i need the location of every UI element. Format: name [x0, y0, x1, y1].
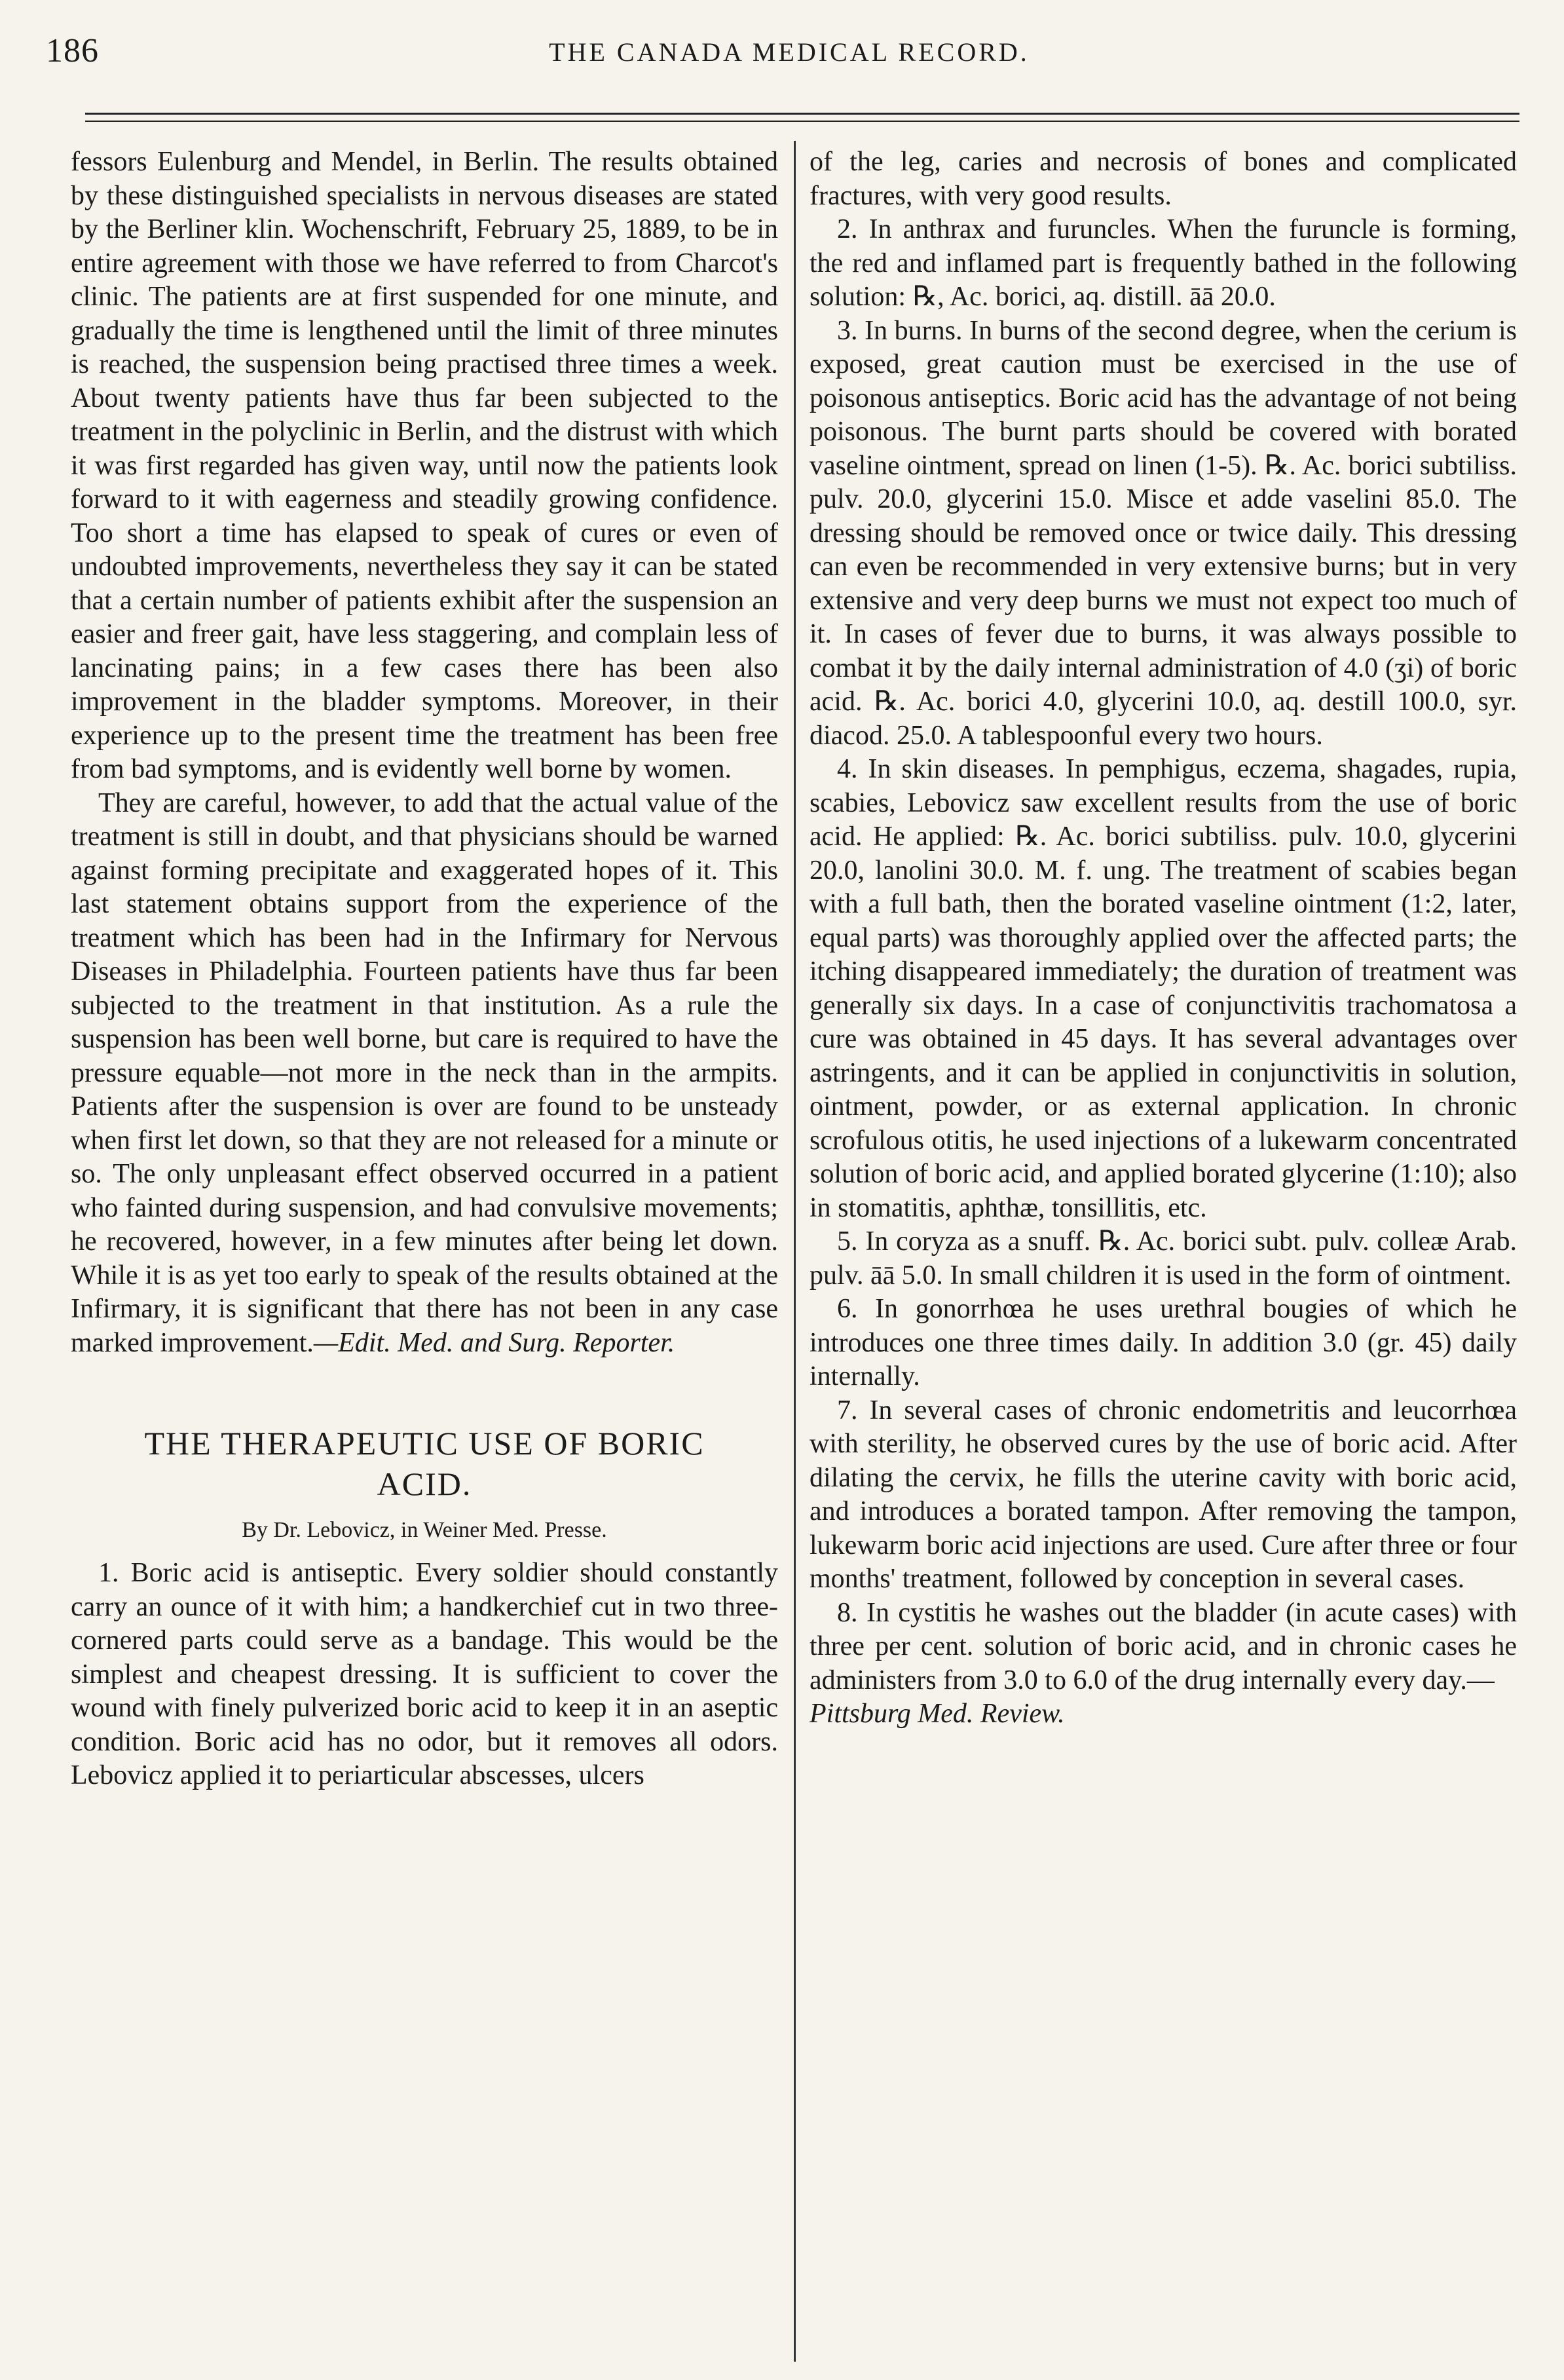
page-header: [46, 31, 1533, 84]
article-title: THE THERAPEUTIC USE OF BORIC ACID.: [144, 1425, 705, 1502]
paragraph: [71, 787, 778, 1361]
paragraph: 7. In several cases of chronic endometritis and leucorrhœa with sterility, he observed cures by the use of boric acid. After dilating the cervix, he fills the uterine cavity with boric acid, and introduces a borated tampon. After removing the tampon, lukewarm boric acid injections are used. Cure after three or four months' treatment, followed by conception in several cases.: [810, 1395, 1517, 1594]
column-divider: [794, 141, 796, 2362]
paragraph: 5. In coryza as a snuff. ℞. Ac. borici subt. pulv. colleæ Arab. pulv. āā 5.0. In small children it is used in the form of ointment.: [810, 1226, 1517, 1291]
header-rule: [85, 113, 1519, 115]
paragraph: 1. Boric acid is antiseptic. Every soldier should constantly carry an ounce of it with him; a handkerchief cut in two three-cornered parts could serve as a bandage. This would be the simplest and cheapest dressing. It is sufficient to cover the wound with finely pulverized boric acid to keep it in an aseptic condition. Boric acid has no odor, but it removes all odors. Lebovicz applied it to periarticular abscesses, ulcers: [71, 1558, 778, 1790]
running-head: THE CANADA MEDICAL RECORD.: [549, 37, 1030, 67]
paragraph: of the leg, caries and necrosis of bones and complicated fractures, with very good results.: [810, 147, 1517, 211]
paragraph: 3. In burns. In burns of the second degree, when the cerium is exposed, great caution must be exercised in the use of poisonous antiseptics. Boric acid has the advantage of not being poisonous. The burnt parts should be covered with borated vaseline ointment, spread on linen (1-5). ℞. Ac. borici subtiliss. pulv. 20.0, glycerini 15.0. Misce et adde vaselini 85.0. The dressing should be removed once or twice daily. This dressing can even be recommended in very extensive burns; but in very extensive and very deep burns we must not expect too much of it. In cases of fever due to burns, it was always possible to combat it by the daily internal administration of 4.0 (ʒi) of boric acid. ℞. Ac. borici 4.0, glycerini 10.0, aq. destill 100.0, syr. diacod. 25.0. A tablespoonful every two hours.: [810, 315, 1517, 751]
header-rule-thin: [85, 121, 1519, 122]
byline: By Dr. Lebovicz, in Weiner Med. Presse.: [242, 1518, 607, 1542]
source-credit: —Edit. Med. and Surg. Reporter.: [313, 1327, 675, 1358]
paragraph: 6. In gonorrhœa he uses urethral bougies of which he introduces one three times daily. In addition 3.0 (gr. 45) daily internally.: [810, 1294, 1517, 1391]
right-column: [810, 145, 1517, 2360]
left-column: [71, 145, 778, 2360]
paragraph: 2. In anthrax and furuncles. When the furuncle is forming, the red and inflamed part is frequently bathed in the following solution: ℞, Ac. borici, aq. distill. āā 20.0.: [810, 214, 1517, 312]
paragraph-text: 8. In cystitis he washes out the bladder (in acute cases) with three per cent. solution of boric acid, and in chronic cases he administers from 3.0 to 6.0 of the drug internally every day.—: [810, 1597, 1517, 1695]
page-number: 186: [46, 32, 99, 69]
paragraph-text: They are careful, however, to add that the actual value of the treatment is still in doubt, and that physicians should be warned against forming precipitate and exaggerated hopes of it. This last statement obtains support from the experience of the treatment which has been had in the Infirmary for Nervous Diseases in Philadelphia. Fourteen patients have thus far been subjected to the treatment in that institution. As a rule the suspension has been well borne, but care is required to have the pressure equable—not more in the neck than in the armpits. Patients after the suspension is over are found to be unsteady when first let down, so that they are not released for a minute or so. The only unpleasant effect observed occurred in a patient who fainted during suspension, and had convulsive movements; he recovered, however, in a few minutes after being let down. While it is as yet too early to speak of the results obtained at the Infirmary, it is significant that there has not been in any case marked improvement.: [71, 787, 778, 1358]
paragraph: 4. In skin diseases. In pemphigus, eczema, shagades, rupia, scabies, Lebovicz saw excellent results from the use of boric acid. He applied: ℞. Ac. borici subtiliss. pulv. 10.0, glycerini 20.0, lanolini 30.0. M. f. ung. The treatment of scabies began with a full bath, then the borated vaseline ointment (1:2, later, equal parts) was thoroughly applied over the affected parts; the itching disappeared immediately; the duration of treatment was generally six days. In a case of conjunctivitis trachomatosa a cure was obtained in 45 days. It has several advantages over astringents, and it can be applied in conjunctivitis in solution, ointment, powder, or as external application. In chronic scrofulous otitis, he used injections of a lukewarm concentrated solution of boric acid, and applied borated glycerine (1:10); also in stomatitis, aphthæ, tonsillitis, etc.: [810, 754, 1517, 1223]
paragraph: fessors Eulenburg and Mendel, in Berlin. The results obtained by these distinguished specialists in nervous diseases are stated by the Berliner klin. Wochenschrift, February 25, 1889, to be in entire agreement with those we have referred to from Charcot's clinic. The patients are at first suspended for one minute, and gradually the time is lengthened until the limit of three minutes is reached, the suspension being practised three times a week. About twenty patients have thus far been subjected to the treatment in the polyclinic in Berlin, and the distrust with which it was first regarded has given way, until now the patients look forward to it with eagerness and steadily growing confidence. Too short a time has elapsed to speak of cures or even of undoubted improvements, nevertheless they say it can be stated that a certain number of patients exhibit after the suspension an easier and freer gait, have less staggering, and complain less of lancinating pains; in a few cases there has been also improvement in the bladder symptoms. Moreover, in their experience up to the present time the treatment has been free from bad symptoms, and is evidently well borne by women.: [71, 147, 778, 784]
source-credit: Pittsburg Med. Review.: [810, 1699, 1065, 1729]
paragraph: [810, 1596, 1517, 1731]
